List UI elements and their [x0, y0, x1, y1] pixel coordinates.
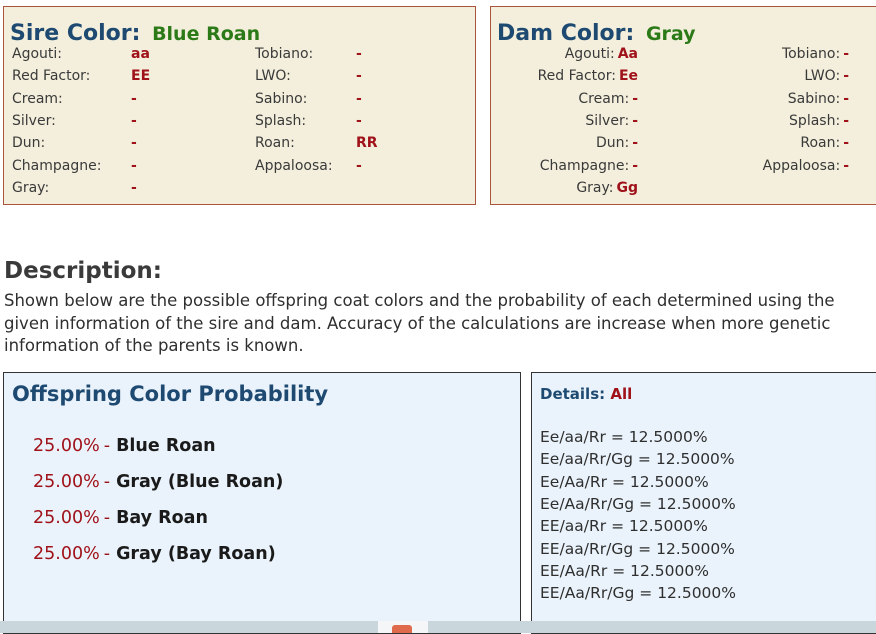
dam-title-label: Dam Color:: [497, 21, 635, 46]
offspring-percentage: 25.00%: [33, 544, 100, 564]
offspring-percentage: 25.00%: [33, 472, 100, 492]
offspring-percentage: 25.00%: [33, 508, 100, 528]
details-filter-link[interactable]: All: [610, 385, 633, 403]
dam-genotype-row: [585, 111, 638, 131]
genotype-probability-row: EE/Aa/Rr/Gg = 12.5000%: [540, 584, 737, 603]
offspring-panel-title: Offspring Color Probability: [12, 382, 329, 406]
offspring-color-item: [33, 436, 216, 456]
sire-gene-value: -: [131, 135, 137, 152]
details-panel: [531, 372, 876, 634]
sire-gene-value: -: [131, 112, 137, 129]
sire-genotype-row: [12, 44, 62, 64]
sire-gene-value-cell: [131, 156, 137, 176]
genotype-probability-row: EE/Aa/Rr = 12.5000%: [540, 561, 709, 580]
dam-genotype-row: [576, 178, 638, 198]
genotype-probability-row: Ee/aa/Rr = 12.5000%: [540, 428, 708, 446]
sire-gene-value: -: [131, 179, 137, 196]
sire-genotype-row: [255, 156, 333, 176]
sire-gene-value-cell: [131, 111, 137, 131]
genotype-probability-row: Ee/Aa/Rr/Gg = 12.5000%: [540, 494, 736, 513]
offspring-dash: -: [103, 544, 111, 564]
sire-gene-label: Dun:: [12, 135, 46, 152]
offspring-dash: -: [103, 508, 111, 528]
dam-gene-value: -: [843, 157, 849, 174]
genotype-probability-row: EE/aa/Rr/Gg = 12.5000%: [540, 539, 735, 558]
sire-genotype-row: [255, 111, 306, 131]
sire-gene-value: aa: [131, 46, 150, 62]
offspring-probability-panel: [3, 372, 521, 634]
sire-gene-value: -: [356, 157, 362, 174]
sire-gene-value-cell: [356, 111, 362, 131]
dam-gene-value: -: [632, 112, 638, 129]
dam-gene-value: -: [843, 112, 849, 129]
dam-gene-value: -: [843, 90, 849, 107]
dam-gene-value: -: [843, 46, 849, 62]
sire-genotype-row: [255, 89, 307, 109]
sire-color-value: Blue Roan: [152, 23, 261, 45]
dam-gene-value: -: [632, 157, 638, 174]
sire-gene-value-cell: [356, 89, 362, 109]
dam-gene-value: -: [632, 90, 638, 107]
sire-gene-label: Roan:: [255, 135, 295, 152]
offspring-percentage: 25.00%: [33, 436, 100, 456]
offspring-color-item: [33, 472, 283, 492]
offspring-color-name: Gray (Bay Roan): [116, 544, 276, 564]
dam-gene-value: Aa: [617, 46, 638, 62]
sire-gene-value-cell: [356, 156, 362, 176]
sire-gene-value-cell: [131, 89, 137, 109]
sire-gene-value-cell: [131, 66, 150, 86]
sire-gene-label: Sabino:: [255, 90, 308, 107]
dam-gene-label: Splash:: [789, 112, 841, 129]
sire-genotype-row: [12, 133, 45, 153]
genotype-probability-row: EE/aa/Rr = 12.5000%: [540, 517, 708, 536]
dam-gene-value: Ee: [618, 68, 638, 85]
dam-genotype-row: [578, 89, 638, 109]
offspring-color-item: [33, 544, 276, 564]
sire-panel-title: [10, 21, 260, 46]
dam-panel-title: [497, 21, 696, 46]
sire-gene-label: LWO:: [255, 68, 291, 85]
offspring-dash: -: [103, 472, 111, 492]
sire-gene-value: EE: [131, 68, 151, 85]
dam-genotype-row: [782, 44, 849, 64]
sire-gene-value: -: [356, 68, 362, 85]
dam-gene-label: Roan:: [800, 135, 841, 152]
dam-gene-label: Cream:: [578, 90, 630, 107]
sire-gene-label: Champagne:: [12, 157, 102, 174]
dam-genotype-row: [800, 133, 849, 153]
description-heading: Description:: [4, 258, 162, 284]
dam-gene-value: -: [843, 68, 849, 85]
sire-gene-value-cell: [356, 44, 362, 64]
sire-genotype-row: [12, 178, 49, 198]
genotype-probability-row: Ee/Aa/Rr = 12.5000%: [540, 472, 709, 491]
sire-genotype-row: [255, 66, 291, 86]
genotype-probability-row: Ee/aa/Rr/Gg = 12.5000%: [540, 450, 735, 469]
sire-genotype-row: [255, 133, 295, 153]
sire-gene-label: Gray:: [12, 179, 50, 196]
dam-gene-value: -: [632, 135, 638, 152]
offspring-color-name: Blue Roan: [116, 436, 216, 456]
dam-gene-label: LWO:: [804, 68, 841, 85]
dam-gene-label: Agouti:: [564, 46, 615, 62]
sire-gene-label: Splash:: [255, 112, 307, 129]
sire-gene-value: -: [131, 90, 137, 107]
sire-gene-value-cell: [356, 133, 378, 153]
dam-gene-label: Gray:: [576, 179, 614, 196]
offspring-color-item: [33, 508, 208, 528]
offspring-dash: -: [103, 436, 111, 456]
dam-gene-label: Sabino:: [787, 90, 841, 107]
sire-genotype-row: [12, 111, 56, 131]
sire-gene-value: -: [356, 90, 362, 107]
sire-gene-value: -: [356, 46, 362, 62]
sire-genotype-row: [12, 89, 63, 109]
sire-gene-value: -: [356, 112, 362, 129]
sire-gene-value: -: [131, 157, 137, 174]
toolbar-app-icon[interactable]: [392, 625, 412, 633]
dam-genotype-row: [540, 156, 638, 176]
sire-gene-label: Red Factor:: [12, 68, 91, 85]
details-header: [540, 385, 632, 403]
sire-gene-label: Silver:: [12, 112, 56, 129]
offspring-color-name: Gray (Blue Roan): [116, 472, 284, 492]
dam-gene-label: Appaloosa:: [762, 157, 841, 174]
dam-genotype-row: [565, 44, 638, 64]
details-label: Details:: [540, 385, 606, 403]
dam-gene-label: Red Factor:: [537, 68, 616, 85]
dam-genotype-row: [788, 89, 849, 109]
sire-color-panel: [3, 6, 476, 205]
bottom-toolbar-strip: [0, 621, 876, 633]
dam-genotype-row: [789, 111, 849, 131]
dam-color-value: Gray: [645, 23, 696, 45]
dam-color-panel: [490, 6, 876, 205]
dam-gene-value: Gg: [616, 179, 638, 196]
sire-genotype-row: [12, 156, 101, 176]
sire-gene-label: Cream:: [12, 90, 63, 107]
description-text: Shown below are the possible offspring coat colors and the probability of each determined using the given information of the sire and dam. Accuracy of the calculations are increase when more genetic information of the parents is known.: [4, 291, 835, 355]
dam-gene-label: Silver:: [585, 112, 630, 129]
sire-genotype-row: [12, 66, 90, 86]
sire-gene-value-cell: [356, 66, 362, 86]
dam-genotype-row: [763, 156, 849, 176]
sire-gene-label: Agouti:: [12, 46, 62, 62]
offspring-color-name: Bay Roan: [116, 508, 208, 528]
dam-genotype-row: [804, 66, 849, 86]
dam-gene-label: Champagne:: [539, 157, 630, 174]
sire-gene-value: RR: [356, 135, 378, 152]
sire-gene-label: Tobiano:: [255, 46, 314, 62]
sire-gene-value-cell: [131, 178, 137, 198]
sire-title-label: Sire Color:: [10, 21, 141, 46]
sire-genotype-row: [255, 44, 313, 64]
sire-gene-label: Appaloosa:: [255, 157, 333, 174]
dam-gene-label: Tobiano:: [781, 46, 841, 62]
dam-genotype-row: [596, 133, 638, 153]
dam-gene-value: -: [843, 135, 849, 152]
dam-gene-label: Dun:: [595, 135, 630, 152]
dam-genotype-row: [538, 66, 638, 86]
sire-gene-value-cell: [131, 44, 150, 64]
sire-gene-value-cell: [131, 133, 137, 153]
